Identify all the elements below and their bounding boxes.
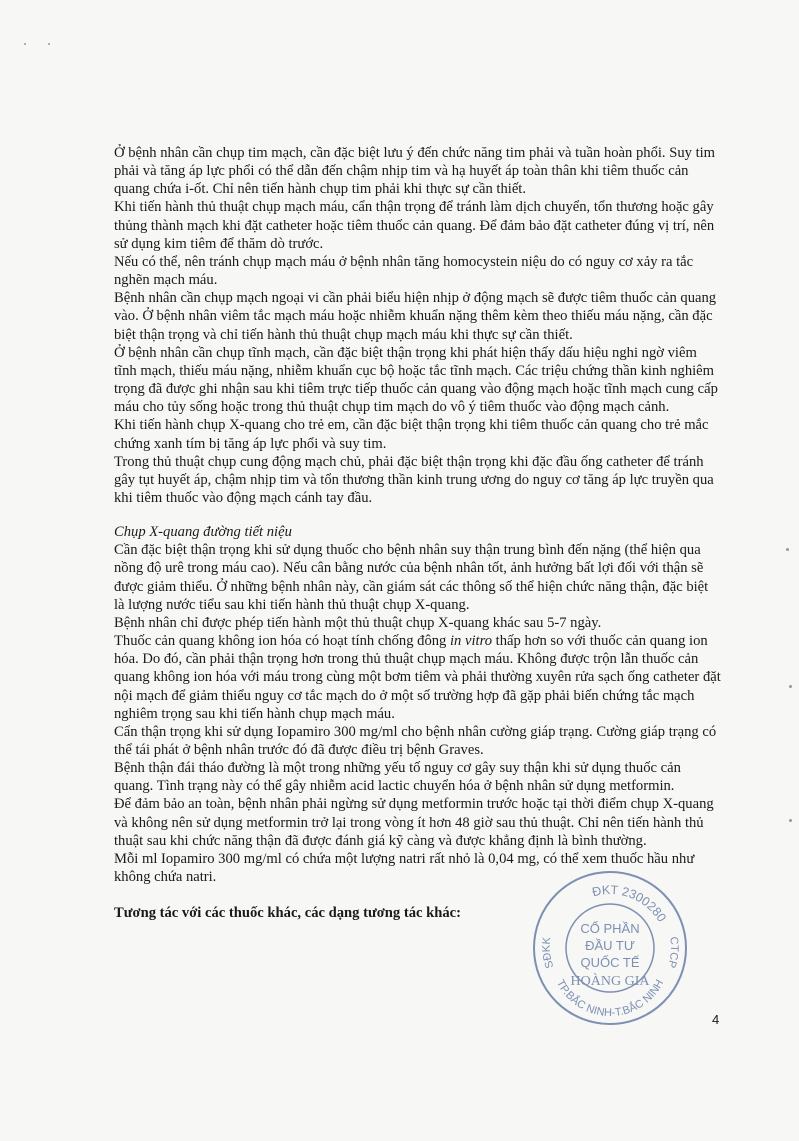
text-run: Thuốc cản quang không ion hóa có hoạt tính chống đông <box>114 633 450 650</box>
paragraph-interval: Bệnh nhân chỉ được phép tiến hành một thủ thuật chụp X-quang khác sau 5-7 ngày. <box>114 614 602 631</box>
seal-line-2: ĐẦU TƯ <box>585 938 635 953</box>
text-run: thấp hơn so với thuốc cản quang ion hóa. Do đó, cần phải thận trọng hơn trong thủ thuật chụp mạch máu. Không được trộn lẫn thuốc cản quang không ion hóa với máu trong cùng một bơm tiêm và phải thường xuyên rửa sạch ống catheter đặt nội mạch để giảm thiểu nguy cơ tắc mạch do ở một số trường hợp đã gặp phải biến chứng tắc mạch nghiêm trọng sau khi tiến hành chụp mạch máu. <box>114 633 721 722</box>
body-text <box>114 144 722 922</box>
page-number: 4 <box>712 1012 720 1027</box>
seal-right-text: CTCP <box>664 936 681 970</box>
paragraph-hyperthyroid: Cẩn thận trọng khi sử dụng Iopamiro 300 mg/ml cho bệnh nhân cường giáp trạng. Cường giáp trạng có thể tái phát ở bệnh nhân trước đó đã được điều trị bệnh Graves. <box>114 723 717 758</box>
paragraph-metformin: Để đảm bảo an toàn, bệnh nhân phải ngừng sử dụng metformin trước hoặc tại thời điểm chụp X-quang và không nên sử dụng metformin trở lại trong vòng ít hơn 48 giờ sau thủ thuật. Chỉ nên tiến hành thủ thuật sau khi chức năng thận đã được đánh giá kỹ càng và được khẳng định là bình thường. <box>114 796 714 849</box>
scan-speck <box>789 819 792 822</box>
scan-speck <box>786 548 789 551</box>
paragraph-anticoagulant <box>114 632 722 723</box>
scan-speck <box>789 685 792 688</box>
seal-graphic <box>529 867 691 1029</box>
company-seal <box>529 867 691 1029</box>
scan-speck <box>24 43 26 45</box>
spacer <box>114 507 722 523</box>
section-heading-interactions: Tương tác với các thuốc khác, các dạng tương tác khác: <box>114 905 462 922</box>
paragraph-aortic-arch: Trong thủ thuật chụp cung động mạch chủ, phải đặc biệt thận trọng khi đặc đầu ống catheter để tránh gây tụt huyết áp, chậm nhịp tim và tổn thương thần kinh trung ương do nguy cơ tăng áp lực truyền qua khi tiêm thuốc vào động mạch cánh tay đầu. <box>114 453 714 506</box>
seal-left-text: SĐKK <box>540 936 557 970</box>
paragraph-right-heart: Ở bệnh nhân cần chụp tim mạch, cần đặc biệt lưu ý đến chức năng tim phải và tuần hoàn phổi. Suy tim phải và tăng áp lực phổi có thể dẫn đến chậm nhịp tim và hạ huyết áp toàn thân khi tiêm thuốc cản quang chứa i-ốt. Chỉ nên tiến hành chụp tim phải khi thực sự cần thiết. <box>114 145 716 198</box>
seal-bottom-text: TP.BẮC NINH-T.BẮC NINH <box>553 977 667 1020</box>
scan-speck <box>48 43 50 45</box>
paragraph-sodium: Mỗi ml Iopamiro 300 mg/ml có chứa một lượng natri rất nhỏ là 0,04 mg, có thể xem thuốc hầu như không chứa natri. <box>114 850 695 886</box>
seal-line-1: CỔ PHẦN <box>580 921 640 936</box>
paragraph-catheter: Khi tiến hành thủ thuật chụp mạch máu, cẩn thận trọng để tránh làm dịch chuyển, tổn thương hoặc gây thủng thành mạch khi đặt catheter hoặc tiêm thuốc cản quang. Để đảm bảo đặt catheter đúng vị trí, nên sử dụng kim tiêm để thăm dò trước. <box>114 199 715 252</box>
text-run-italic: in vitro <box>450 633 493 650</box>
paragraph-diabetic: Bệnh thận đái tháo đường là một trong những yếu tố nguy cơ gây suy thận khi sử dụng thuốc cản quang. Tình trạng này có thể gây nhiễm acid lactic chuyển hóa ở bệnh nhân sử dụng metformin. <box>114 760 681 795</box>
section-heading-urology: Chụp X-quang đường tiết niệu <box>114 524 292 541</box>
seal-line-3: QUỐC TẾ <box>580 955 640 970</box>
paragraph-venography: Ở bệnh nhân cần chụp tĩnh mạch, cần đặc biệt thận trọng khi phát hiện thấy dấu hiệu nghi ngờ viêm tĩnh mạch, thiếu máu nặng, nhiễm khuẩn cục bộ hoặc tắc tĩnh mạch. Các triệu chứng thần kinh nghiêm trọng đã được ghi nhận sau khi tiêm trực tiếp thuốc cản quang vào động mạch hoặc tĩnh mạch cung cấp máu cho tủy sống hoặc trong thủ thuật chụp tim mạch do vô ý tiêm thuốc vào động mạch cảnh. <box>114 344 718 416</box>
paragraph-children: Khi tiến hành chụp X-quang cho trẻ em, cần đặc biệt thận trọng khi tiêm thuốc cản quang cho trẻ mắc chứng xanh tím bị tăng áp lực phổi và suy tim. <box>114 417 709 452</box>
paragraph-homocystein: Nếu có thể, nên tránh chụp mạch máu ở bệnh nhân tăng homocystein niệu do có nguy cơ xảy ra tắc nghẽn mạch máu. <box>114 253 694 289</box>
seal-top-text: ĐKT 2300280 <box>590 882 669 925</box>
seal-line-4: HOÀNG GIA <box>570 974 650 989</box>
paragraph-peripheral: Bệnh nhân cần chụp mạch ngoại vi cần phải biểu hiện nhịp ở động mạch sẽ được tiêm thuốc cản quang vào. Ở bệnh nhân viêm tắc mạch máu hoặc nhiễm khuẩn nặng thêm kèm theo thiếu máu nặng, cần đặc biệt thận trọng và chỉ tiến hành thủ thuật chụp mạch máu khi thực sự cần thiết. <box>114 290 717 343</box>
paragraph-renal: Cần đặc biệt thận trọng khi sử dụng thuốc cho bệnh nhân suy thận trung bình đến nặng (thể hiện qua nồng độ urê trong máu cao). Nếu cân bằng nước của bệnh nhân tốt, ảnh hưởng bất lợi đối với thận sẽ được giảm thiểu. Ở những bệnh nhân này, cần giám sát các thông số thể hiện chức năng thận, đặc biệt là lượng nước tiểu sau khi tiến hành thủ thuật chụp X-quang. <box>114 542 709 613</box>
